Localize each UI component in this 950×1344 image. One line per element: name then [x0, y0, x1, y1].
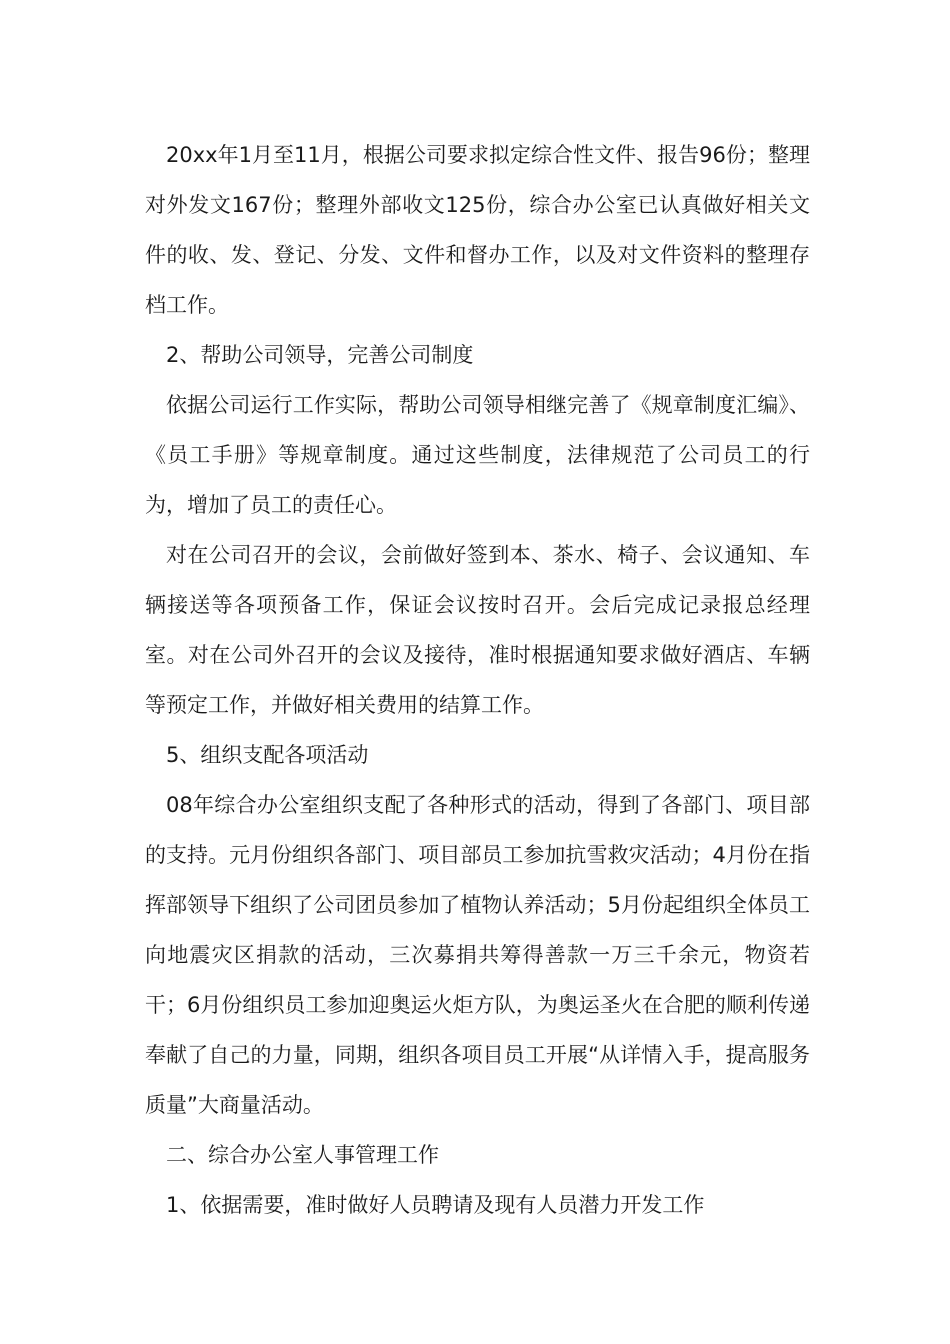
heading-assist-leadership: 2、帮助公司领导，完善公司制度: [166, 343, 474, 367]
document-body: [145, 130, 810, 1230]
heading-personnel-management: 二、综合办公室人事管理工作: [166, 1143, 439, 1167]
paragraph-meetings: 对在公司召开的会议，会前做好签到本、茶水、椅子、会议通知、车辆接送等各项预备工作，保证会议按时召开。会后完成记录报总经理室。对在公司外召开的会议及接待，准时根据通知要求做好酒店、车辆等预定工作，并做好相关费用的结算工作。: [145, 543, 810, 717]
heading-recruitment: 1、依据需要，准时做好人员聘请及现有人员潜力开发工作: [166, 1193, 705, 1217]
heading-organize-activities: 5、组织支配各项活动: [166, 743, 369, 767]
paragraph-regulations: 依据公司运行工作实际，帮助公司领导相继完善了《规章制度汇编》、《员工手册》等规章制度。通过这些制度，法律规范了公司员工的行为，增加了员工的责任心。: [145, 393, 810, 517]
paragraph-file-statistics: 20xx年1月至11月，根据公司要求拟定综合性文件、报告96份；整理对外发文167份；整理外部收文125份，综合办公室已认真做好相关文件的收、发、登记、分发、文件和督办工作，以及对文件资料的整理存档工作。: [145, 143, 810, 317]
paragraph-activities: 08年综合办公室组织支配了各种形式的活动，得到了各部门、项目部的支持。元月份组织各部门、项目部员工参加抗雪救灾活动；4月份在指挥部领导下组织了公司团员参加了植物认养活动；5月份起组织全体员工向地震灾区捐款的活动，三次募捐共筹得善款一万三千余元，物资若干；6月份组织员工参加迎奥运火炬方队，为奥运圣火在合肥的顺利传递奉献了自己的力量，同期，组织各项目员工开展“从详情入手，提高服务质量”大商量活动。: [145, 793, 810, 1117]
